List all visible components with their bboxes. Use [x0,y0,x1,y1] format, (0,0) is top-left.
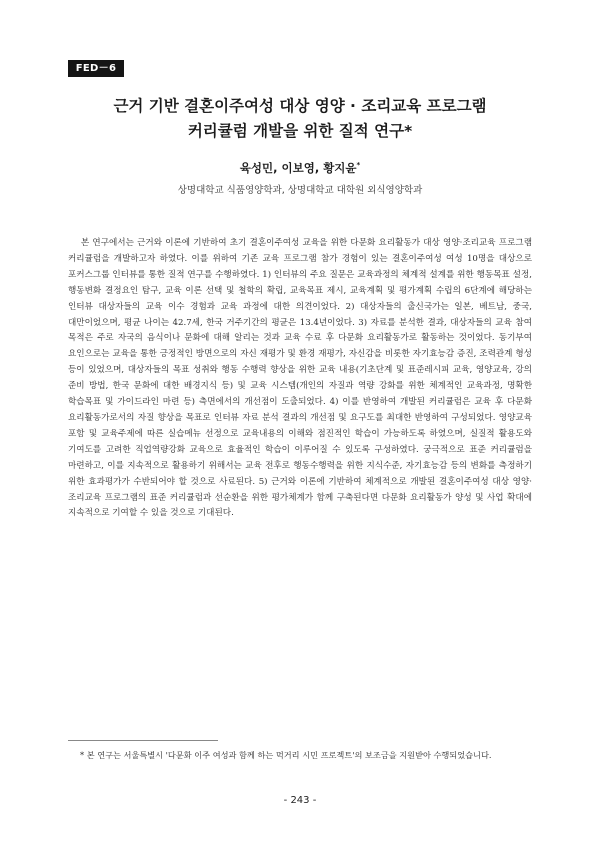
funding-footnote: * 본 연구는 서울특별시 '다문화 이주 여성과 함께 하는 먹거리 시민 프로젝트'의 보조금을 지원받아 수행되었습니다. [80,750,492,760]
author-list [0,160,600,176]
footnote-divider [68,740,218,741]
session-code-badge: FED－6 [68,60,124,77]
page-number: - 243 - [283,795,317,806]
paper-title-line-2: 커리큘럼 개발을 위한 질적 연구* [187,122,413,140]
paper-title-line-1: 근거 기반 결혼이주여성 대상 영양 · 조리교육 프로그램 [113,97,487,115]
abstract-body: 본 연구에서는 근거와 이론에 기반하여 초기 결혼이주여성 교육을 위한 다문화 요리활동가 대상 영양·조리교육 프로그램 커리큘럼을 개발하고자 하였다. 이를 위하여 기존 교육 프로그램 참가 경험이 있는 결혼이주여성 여성 10명을 대상으로 포커스그룹 인터뷰를 통한 질적 연구를 수행하였다. 1) 인터뷰의 주요 질문은 교육과정의 체계적 설계를 위한 행동목표 설정, 행동변화 결정요인 탐구, 교육 이론 선택 및 철학의 확립, 교육목표 제시, 교육계획 및 평가계획 수립의 6단계에 해당하는 인터뷰 대상자들의 교육 이수 경험과 교육 과정에 대한 의견이었다. 2) 대상자들의 출신국가는 일본, 베트남, 중국, 대만이었으며, 평균 나이는 42.7세, 한국 거주기간의 평균은 13.4년이었다. 3) 자료를 분석한 결과, 대상자들의 교육 참여 목적은 주로 자국의 음식이나 문화에 대해 알리는 것과 교육 수료 후 다문화 요리활동가로 활동하는 것이었다. 동기부여 요인으로는 교육을 통한 긍정적인 방면으로의 자신 재평가 및 환경 재평가, 자신감을 비롯한 자기효능감 증진, 조력관계 형성 등이 있었으며, 대상자들의 목표 성취와 행동 수행력 향상을 위한 교육 내용(기초단계 및 표준레시피 교육, 영양교육, 강의 준비 방법, 한국 문화에 대한 배경지식 등) 및 교육 시스템(개인의 자질과 역량 강화를 위한 체계적인 교육과정, 명확한 학습목표 및 가이드라인 마련 등) 측면에서의 개선점이 도출되었다. 4) 이를 반영하여 개발된 커리큘럼은 교육 후 다문화 요리활동가로서의 자질 향상을 목표로 인터뷰 자료 분석 결과의 개선점 및 요구도를 최대한 반영하여 구성되었다. 영양교육 포함 및 교육주제에 따른 실습메뉴 선정으로 교육내용의 이해와 점진적인 학습이 가능하도록 하였으며, 실질적 활용도와 기여도를 고려한 직업역량강화 교육으로 효율적인 학습이 이루어질 수 있도록 구성하였다. 궁극적으로 표준 커리큘럼을 마련하고, 이를 지속적으로 활용하기 위해서는 교육 전후로 행동수행력을 위한 지식수준, 자기효능감 등의 변화를 측정하기 위한 효과평가가 수반되어야 할 것으로 사료된다. 5) 근거와 이론에 기반하여 체계적으로 개발된 결혼이주여성 대상 영양·조리교육 프로그램의 표준 커리큘럼과 선순환을 위한 평가체계가 함께 구축된다면 다문화 요리활동가 양성 및 사업 확대에 지속적으로 기여할 수 있을 것으로 기대된다. [68,238,532,519]
corresponding-author-mark: * [356,161,361,170]
author-names: 육성민, 이보영, 황지윤 [239,161,357,175]
affiliation: 상명대학교 식품영양학과, 상명대학교 대학원 외식영양학과 [177,185,423,196]
